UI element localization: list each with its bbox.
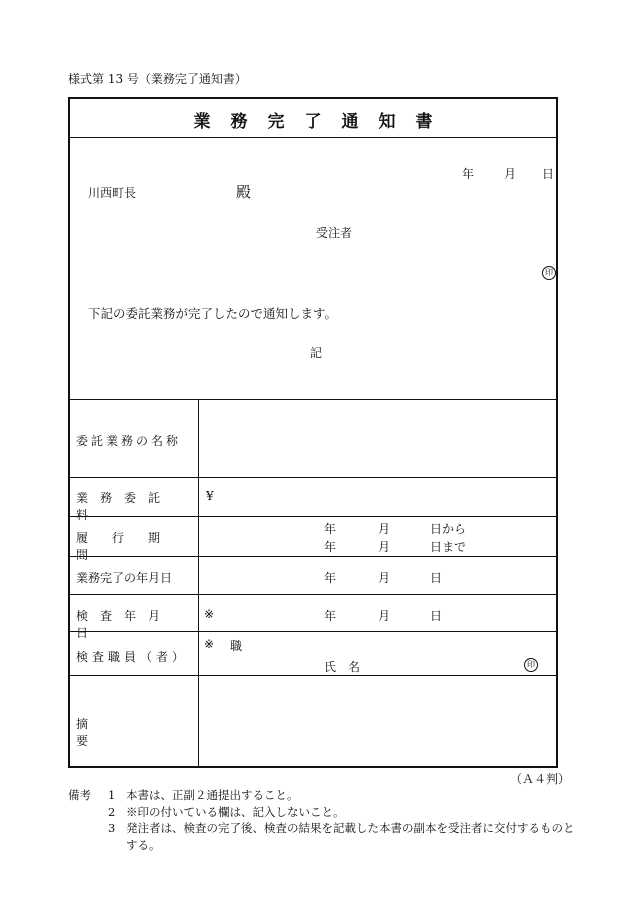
- row-divider: [70, 556, 556, 557]
- notice-text: 下記の委託業務が完了したので通知します。: [88, 306, 338, 321]
- official-use-mark: ※: [204, 637, 215, 651]
- label-period: 履行期間: [76, 531, 185, 562]
- official-use-mark: ※: [204, 607, 215, 621]
- notice-form: [68, 97, 558, 768]
- label-inspector: 検査職員（者）: [76, 650, 189, 664]
- label-fee: 業務委託料: [76, 491, 173, 522]
- completion-day: 日: [430, 571, 443, 585]
- inspection-month: 月: [378, 609, 391, 623]
- note-row: [68, 820, 575, 837]
- table-top-line: [70, 399, 556, 400]
- completion-month: 月: [378, 571, 391, 585]
- note-number: 1: [108, 788, 116, 802]
- date-month: 月: [504, 167, 517, 181]
- post-label: 職: [230, 639, 243, 653]
- row-divider: [70, 631, 556, 632]
- ki-label: 記: [310, 346, 323, 360]
- period-to-month: 月: [378, 540, 391, 554]
- label-completion-date: 業務完了の年月日: [76, 571, 173, 585]
- label-text: 委託業務の名称: [76, 434, 182, 448]
- label-column-divider: [198, 399, 199, 766]
- contractor-label: 受注者: [316, 226, 353, 240]
- note-number: 3: [108, 821, 116, 835]
- period-to-day: 日まで: [430, 540, 467, 554]
- date-year: 年: [462, 167, 475, 181]
- note-number: 2: [108, 804, 116, 819]
- period-from-year: 年: [324, 522, 337, 536]
- note-row: [68, 837, 575, 854]
- period-to-year: 年: [324, 540, 337, 554]
- inspection-day: 日: [430, 609, 443, 623]
- title-divider: [70, 137, 556, 138]
- note-row: [68, 787, 575, 804]
- fee-currency: ¥: [206, 489, 214, 503]
- note-text: ※印の付いている欄は、記入しないこと。: [126, 804, 345, 819]
- row-divider: [70, 594, 556, 595]
- seal-icon: 印: [542, 266, 556, 280]
- form-number: 様式第 13 号（業務完了通知書）: [68, 72, 247, 86]
- period-from-month: 月: [378, 522, 391, 536]
- period-from-day: 日から: [430, 522, 467, 536]
- row-divider: [70, 516, 556, 517]
- note-row: [68, 804, 575, 821]
- label-remarks: [76, 715, 192, 749]
- date-day: 日: [542, 167, 555, 181]
- notes-heading: 備考: [68, 788, 91, 802]
- paper-size-note: （Ａ４判）: [510, 772, 571, 786]
- label-inspection-date: 検査年月日: [76, 609, 173, 640]
- honorific: 殿: [236, 183, 252, 201]
- row-divider: [70, 477, 556, 478]
- note-text: 本書は、正副２通提出すること。: [126, 788, 299, 802]
- seal-icon: 印: [524, 658, 538, 672]
- addressee: 川西町長: [88, 186, 137, 200]
- row-divider: [70, 675, 556, 676]
- note-text: 発注者は、検査の完了後、検査の結果を記載した本書の副本を受注者に交付するものと: [126, 821, 575, 835]
- completion-year: 年: [324, 571, 337, 585]
- remarks-text: 摘要: [76, 717, 173, 748]
- form-title: 業務完了通知書: [193, 112, 453, 132]
- inspector-name-label: 氏 名: [324, 660, 361, 674]
- label-task-name: [76, 432, 192, 449]
- note-continuation: する。: [126, 837, 161, 852]
- notes-section: [68, 787, 575, 853]
- inspection-year: 年: [324, 609, 337, 623]
